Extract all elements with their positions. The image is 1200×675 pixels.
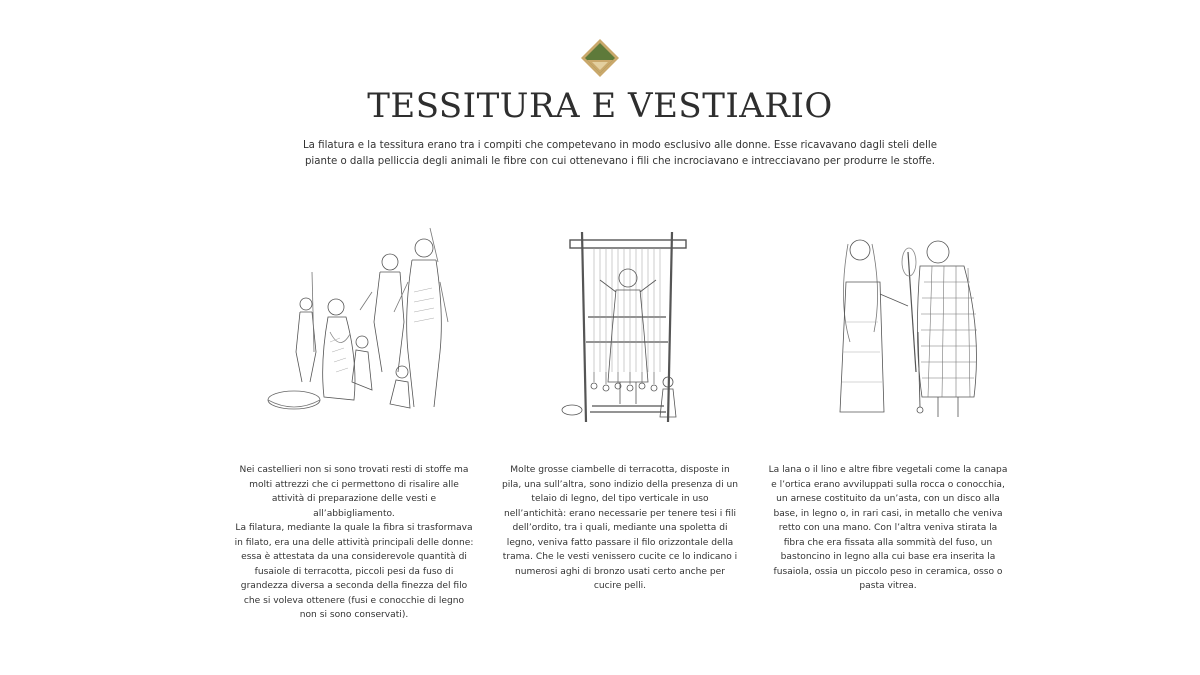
- caption-paragraph: La lana o il lino e altre fibre vegetali come la canapa e l’ortica erano avviluppati sulla rocca o conocchia, un arnese costituito da un’asta, con un disco alla base, in legno o, in rari casi, in metallo che veniva retto con una mano. Con l’altra veniva stirata la fibra che era fissata alla sommità del fuso, un bastoncino in legno alla cui base era inserita la fusaiola, ossia un piccolo peso in ceramica, osso o pasta vitrea.: [768, 465, 1008, 591]
- caption-distaff: [768, 463, 1008, 594]
- page-title: TESSITURA E VESTIARIO: [367, 86, 833, 126]
- women-spinning-illustration: [788, 222, 988, 437]
- intro-paragraph: La filatura e la tessitura erano tra i compiti che competevano in modo esclusivo alle donne. Esse ricavavano dagli steli delle piante o dalla pelliccia degli animali le fibre con cui ottenevano i fili che incrociavano e intrecciavano per produrre le stoffe.: [303, 140, 937, 167]
- caption-paragraph: Nei castellieri non si sono trovati resti di stoffe ma molti attrezzi che ci permettono di risalire alle attività di preparazione delle vesti e all’abbigliamento.: [239, 465, 469, 519]
- caption-loom: [500, 463, 740, 594]
- caption-spinning-tools: [234, 463, 474, 623]
- caption-paragraph: La filatura, mediante la quale la fibra si trasformava in filato, era una delle attività principali delle donne: essa è attestata da una considerevole quantità di fusaiole di terracotta, piccoli pesi da fuso di grandezza diversa a seconda della finezza del filo che si voleva ottenere (fusi e conocchie di legno non si sono conservati).: [234, 523, 474, 620]
- villagers-group-illustration: [254, 222, 454, 437]
- vertical-loom-illustration: [520, 222, 720, 437]
- caption-paragraph: Molte grosse ciambelle di terracotta, disposte in pila, una sull’altra, sono indizio della presenza di un telaio di legno, del tipo verticale in uso nell’antichità: erano necessarie per tenere tesi i fili dell’ordito, tra i quali, mediante una spoletta di legno, veniva fatto passare il filo orizzontale della trama. Che le vesti venissero cucite ce lo indicano i numerosi aghi di bronzo usati certo anche per cucire pelli.: [501, 465, 739, 591]
- diamond-emblem-icon: [580, 38, 620, 78]
